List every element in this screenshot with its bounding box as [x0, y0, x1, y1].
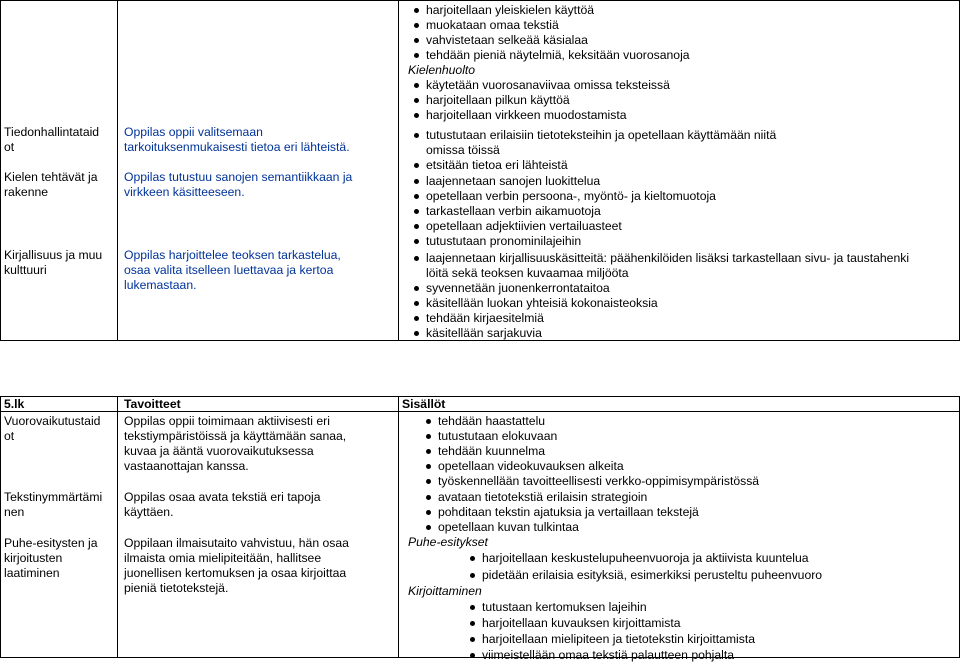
goal-tiedonhallinta: Oppilas oppii valitsemaan tarkoituksenmukaisesti tietoa eri lähteistä. — [124, 125, 350, 154]
bullet-icon — [414, 194, 419, 199]
list-item: käsitellään sarjakuvia — [426, 326, 909, 341]
list-item: pohditaan tekstin ajatuksia ja vertaillaan tekstejä — [438, 505, 822, 520]
list-item: laajennetaan kirjallisuuskäsitteitä: päähenkilöiden lisäksi tarkastellaan sivu- ja taustahenki löitä sekä teoksen kuvaamaa miljööta — [426, 251, 909, 281]
list-item: työskennellään tavoitteellisesti verkko-oppimisympäristössä — [438, 474, 822, 489]
bullet-icon — [426, 449, 431, 454]
list-item: muokataan omaa tekstiä — [426, 18, 909, 33]
list-item: avataan tietotekstiä erilaisin strategioin — [438, 490, 822, 505]
list-item: tutustutaan erilaisiin tietoteksteihin ja opetellaan käyttämään niitä omissa töissä — [426, 128, 909, 158]
bullet-icon — [414, 163, 419, 168]
area-puhe-esitykset: Puhe-esitysten ja kirjoitusten laatiminen — [4, 536, 98, 580]
bullet-icon — [414, 331, 419, 336]
bullet-icon — [470, 605, 475, 610]
goal-puhe-esitykset: Oppilaan ilmaisutaito vahvistuu, hän osaa ilmaista omia mielipiteitään, hallitsee juonellisen kertomuksen ja osaa kirjoittaa pieniä tietotekstejä. — [124, 536, 349, 595]
list-yleiskieli — [426, 3, 909, 63]
list-item: harjoitellaan virkkeen muodostamista — [426, 108, 909, 123]
list-item: harjoitellaan yleiskielen käyttöä — [426, 3, 909, 18]
bullet-icon — [426, 434, 431, 439]
list-tekstinymmartaminen — [438, 490, 822, 535]
bullet-icon — [414, 133, 419, 138]
bullet-icon — [426, 464, 431, 469]
bullet-icon — [414, 286, 419, 291]
list-item: etsitään tietoa eri lähteistä — [426, 158, 909, 173]
bullet-icon — [470, 556, 475, 561]
list-item: opetellaan kuvan tulkintaa — [438, 520, 822, 535]
list-tiedonhallinta — [426, 128, 909, 173]
heading-puhe-esitykset: Puhe-esitykset — [408, 535, 488, 549]
bullet-icon — [470, 573, 475, 578]
bullet-icon — [426, 495, 431, 500]
bullet-icon — [414, 316, 419, 321]
bullet-icon — [414, 239, 419, 244]
list-item: harjoitellaan keskustelupuheenvuoroja ja aktiivista kuuntelua — [482, 551, 822, 566]
heading-kirjoittaminen: Kirjoittaminen — [408, 584, 482, 598]
list-item: käytetään vuorosanaviivaa omissa teksteissä — [426, 78, 909, 93]
bullet-icon — [426, 479, 431, 484]
goal-tekstinymmartaminen: Oppilas osaa avata tekstiä eri tapoja käyttäen. — [124, 490, 321, 519]
bullet-icon — [470, 637, 475, 642]
bullet-icon — [414, 38, 419, 43]
list-item: harjoitellaan kuvauksen kirjoittamista — [482, 616, 822, 631]
heading-kielenhuolto: Kielenhuolto — [408, 63, 476, 77]
list-item: tehdään kuunnelma — [438, 444, 822, 459]
list-item: tehdään haastattelu — [438, 414, 822, 429]
list-item: vahvistetaan selkeää käsialaa — [426, 33, 909, 48]
bullet-icon — [414, 23, 419, 28]
list-item: opetellaan verbin persoona-, myöntö- ja kieltomuotoja — [426, 189, 909, 204]
header-grade: 5.lk — [4, 397, 25, 411]
bullet-icon — [426, 525, 431, 530]
list-kirjoittaminen — [482, 600, 822, 663]
goal-vuorovaikutus: Oppilas oppii toimimaan aktiivisesti eri tekstiympäristöissä ja käyttämään sanaa, kuvaa ja ääntä vuorovaikutuksessa vastaanottajan kanssa. — [124, 414, 347, 473]
bullet-icon — [414, 179, 419, 184]
area-vuorovaikutus: Vuorovaikutustaid ot — [4, 414, 101, 443]
area-kielen-tehtavat: Kielen tehtävät ja rakenne — [4, 170, 98, 199]
list-puhe — [482, 551, 822, 583]
list-kirjallisuus — [426, 251, 909, 341]
area-kirjallisuus: Kirjallisuus ja muu kulttuuri — [4, 248, 103, 277]
area-tekstinymmartaminen: Tekstinymmärtämi nen — [4, 490, 103, 519]
content-lower — [408, 414, 823, 663]
bullet-icon — [414, 113, 419, 118]
list-item: syvennetään juonenkerrontataitoa — [426, 281, 909, 296]
bullet-icon — [470, 653, 475, 658]
list-item: tarkastellaan verbin aikamuotoja — [426, 204, 909, 219]
list-item: harjoitellaan pilkun käyttöä — [426, 93, 909, 108]
bullet-icon — [414, 98, 419, 103]
goal-kirjallisuus: Oppilas harjoittelee teoksen tarkastelua, osaa valita itselleen luettavaa ja kertoa lukemastaan. — [124, 248, 341, 292]
list-item: tutustutaan pronominilajeihin — [426, 234, 909, 249]
bullet-icon — [426, 510, 431, 515]
bullet-icon — [414, 8, 419, 13]
bullet-icon — [470, 621, 475, 626]
list-item: opetellaan adjektiivien vertailuasteet — [426, 219, 909, 234]
list-item: tutustutaan elokuvaan — [438, 429, 822, 444]
bullet-icon — [414, 224, 419, 229]
area-tiedonhallinta: Tiedonhallintataid ot — [4, 125, 100, 154]
list-kielen-tehtavat — [426, 174, 909, 249]
list-kielenhuolto — [426, 78, 909, 123]
bullet-icon — [414, 83, 419, 88]
list-item: pidetään erilaisia esityksiä, esimerkiksi perusteltu puheenvuoro — [482, 568, 822, 583]
bullet-icon — [414, 256, 419, 261]
list-vuorovaikutus — [438, 414, 822, 489]
header-content: Sisällöt — [402, 397, 446, 411]
bullet-icon — [426, 419, 431, 424]
list-item: käsitellään luokan yhteisiä kokonaisteoksia — [426, 296, 909, 311]
list-item: laajennetaan sanojen luokittelua — [426, 174, 909, 189]
list-item: harjoitellaan mielipiteen ja tietotekstin kirjoittamista — [482, 632, 822, 647]
list-item: tehdään kirjaesitelmiä — [426, 311, 909, 326]
header-goals: Tavoitteet — [124, 397, 181, 411]
goal-kielen-tehtavat: Oppilas tutustuu sanojen semantiikkaan ja virkkeen käsitteeseen. — [124, 170, 353, 199]
list-item: tutustaan kertomuksen lajeihin — [482, 600, 822, 615]
bullet-icon — [414, 301, 419, 306]
bullet-icon — [414, 53, 419, 58]
list-item: tehdään pieniä näytelmiä, keksitään vuorosanoja — [426, 48, 909, 63]
list-item: viimeistellään omaa tekstiä palautteen pohjalta — [482, 648, 822, 663]
list-item: opetellaan videokuvauksen alkeita — [438, 459, 822, 474]
bullet-icon — [414, 209, 419, 214]
content-upper — [408, 3, 910, 341]
